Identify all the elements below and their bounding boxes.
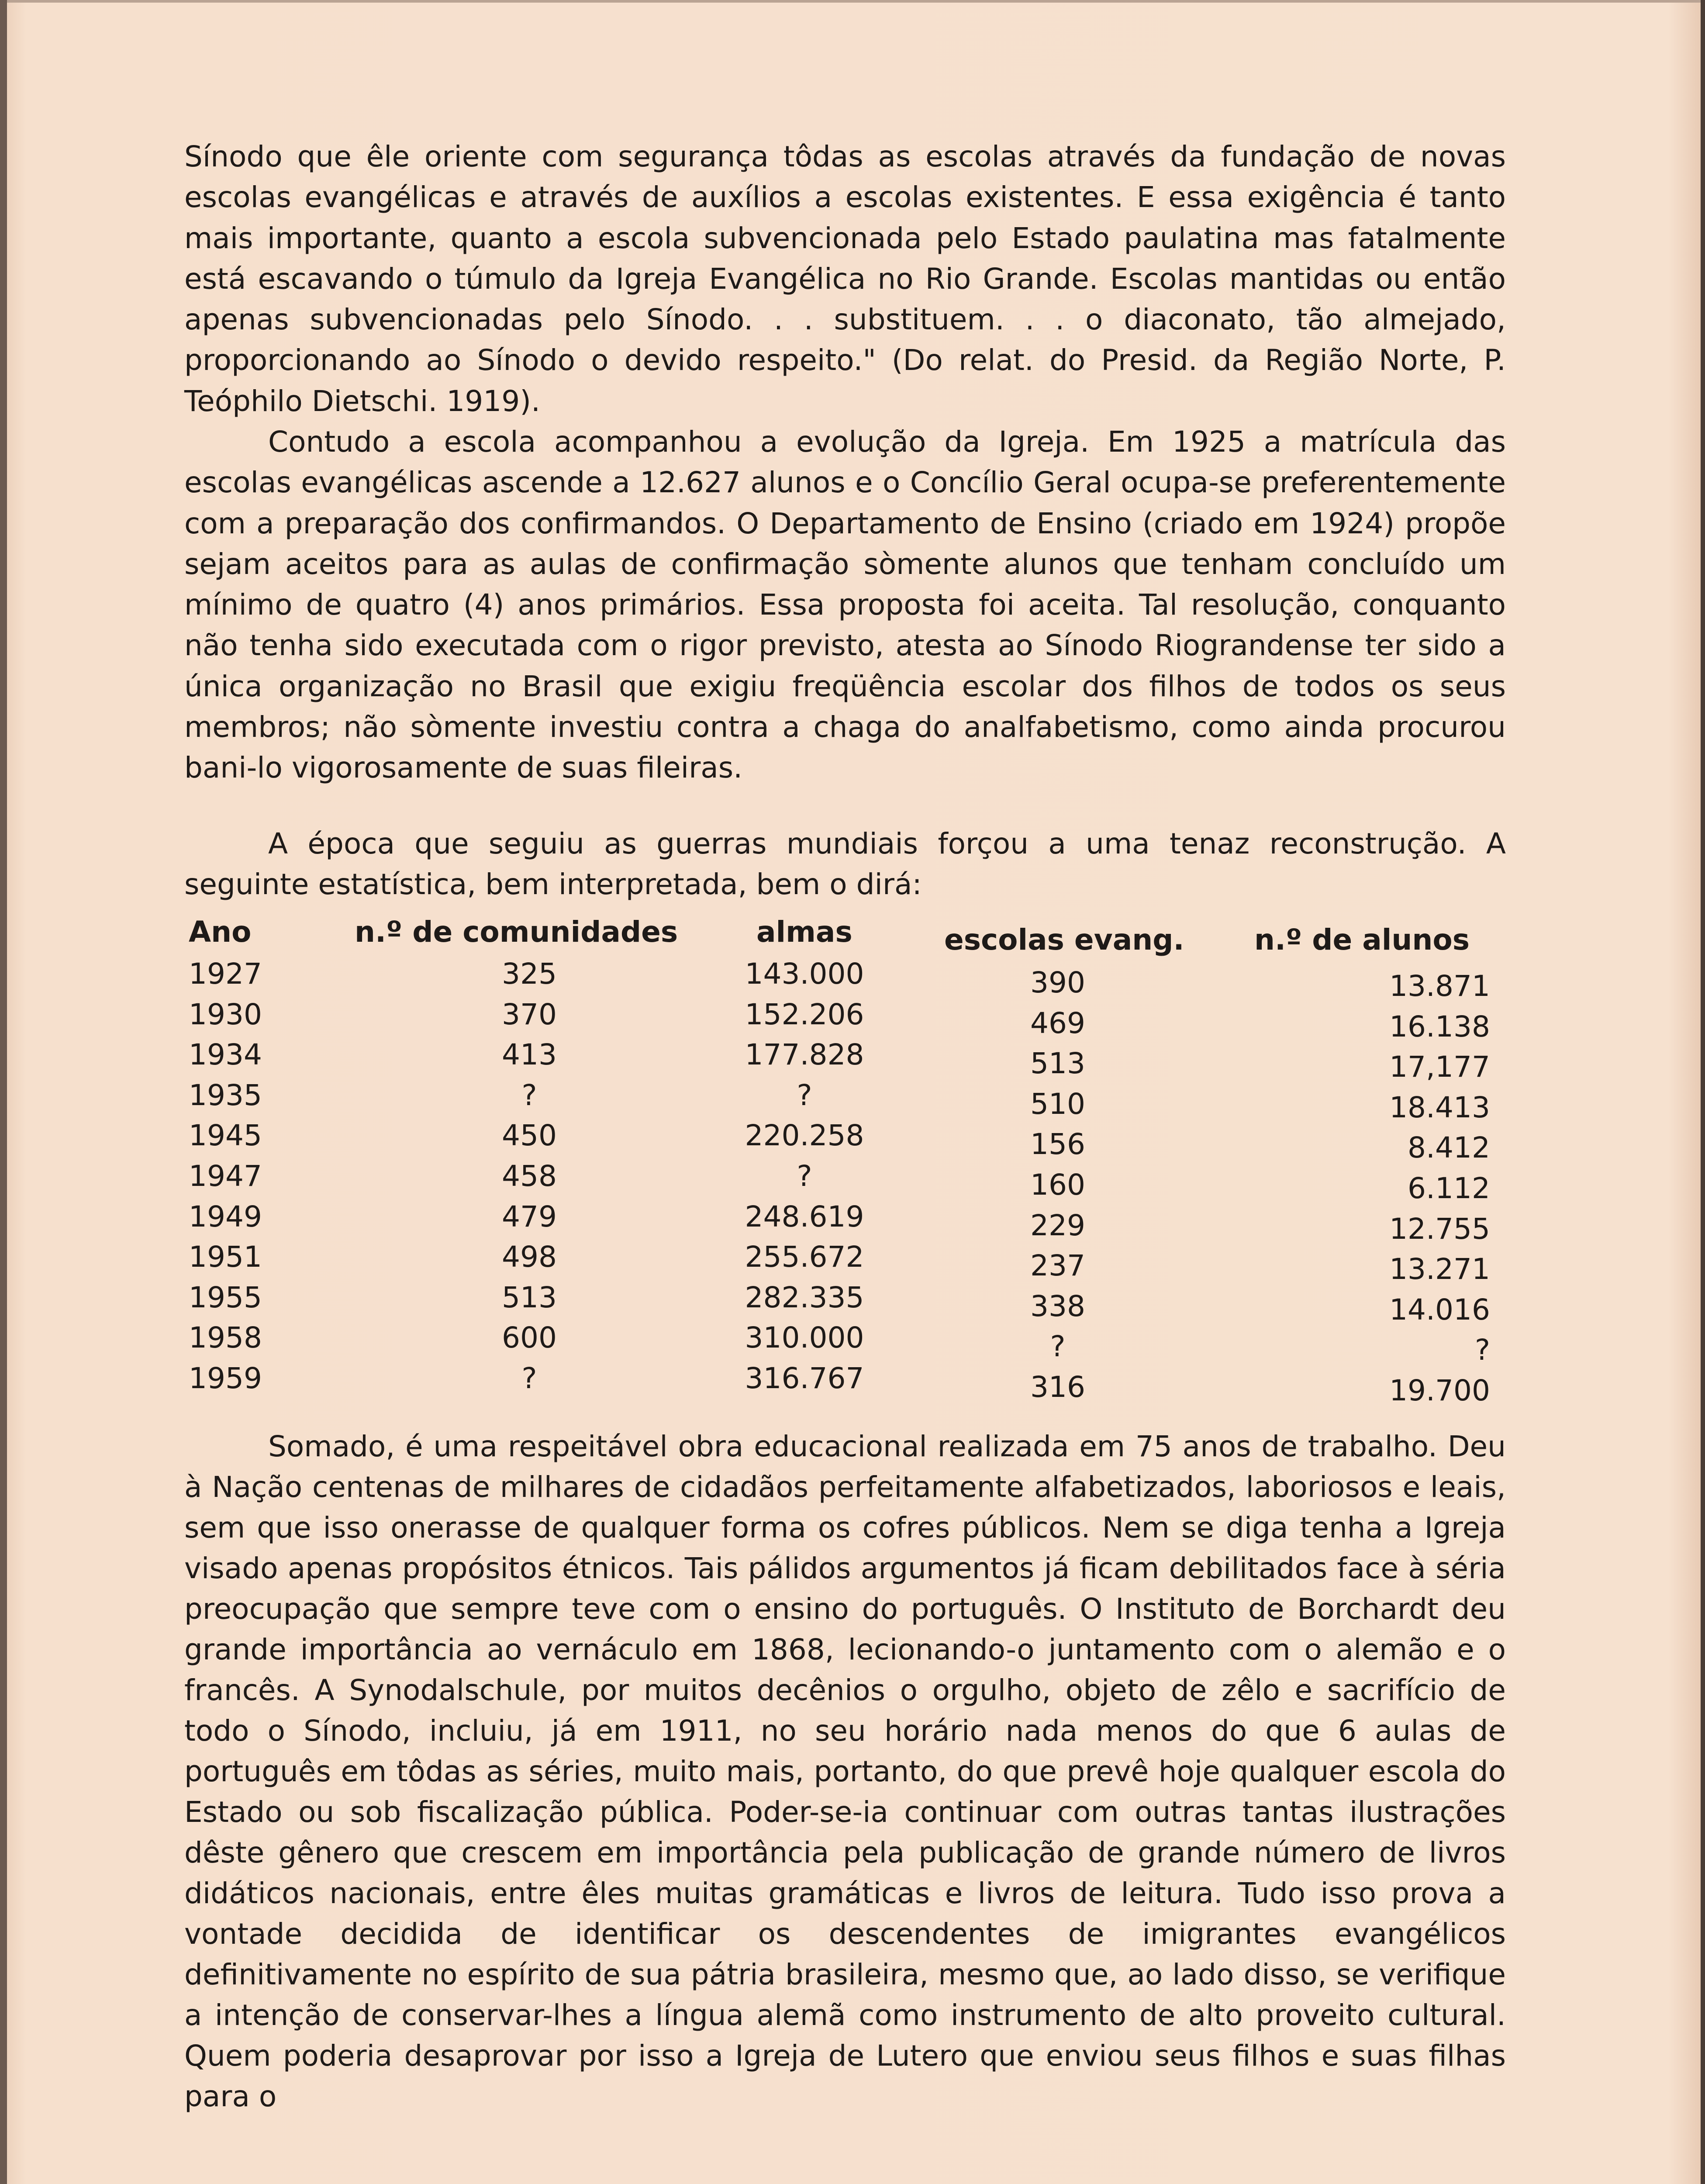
cell-escolas: 338: [1030, 1289, 1085, 1323]
cell-comunidades: ?: [521, 1078, 537, 1112]
header-ano: Ano: [189, 915, 252, 949]
cell-alunos: 17,177: [1389, 1050, 1490, 1084]
table-row: [184, 1199, 1508, 1246]
cell-ano: 1949: [189, 1199, 262, 1234]
cell-comunidades: 458: [502, 1159, 557, 1193]
table-row: [184, 957, 1508, 1003]
header-escolas: escolas evang.: [944, 923, 1184, 957]
cell-alunos: 12.755: [1389, 1212, 1490, 1246]
cell-ano: 1947: [189, 1159, 262, 1193]
cell-escolas: 229: [1030, 1208, 1085, 1242]
cell-escolas: 160: [1030, 1168, 1085, 1202]
cell-almas: 310.000: [745, 1321, 864, 1355]
table-row: [184, 1361, 1508, 1407]
cell-comunidades: 479: [502, 1199, 557, 1234]
cell-almas: ?: [797, 1159, 812, 1193]
cell-almas: 220.258: [745, 1119, 864, 1153]
cell-alunos: 19.700: [1389, 1373, 1490, 1407]
cell-ano: 1958: [189, 1321, 262, 1355]
cell-ano: 1934: [189, 1038, 262, 1072]
cell-alunos: 16.138: [1389, 1009, 1490, 1044]
paragraph-escola-evolucao: Contudo a escola acompanhou a evolução da Igreja. Em 1925 a matrícula das escolas evangélicas ascende a 12.627 alunos e o Concílio Geral ocupa-se preferentemente com a preparação dos confirmandos. O Departamento de Ensino (criado em 1924) propõe sejam aceitos para as aulas de confirmação sòmente alunos que tenham concluído um mínimo de quatro (4) anos primários. Essa proposta foi aceita. Tal resolução, conquanto não tenha sido executada com o rigor previsto, atesta ao Sínodo Riograndense ter sido a única organização no Brasil que exigiu freqüência escolar dos filhos de todos os seus membros; não sòmente investiu contra a chaga do analfabetismo, como ainda procurou bani-lo vigorosamente de suas fileiras.: [184, 425, 1506, 785]
cell-almas: 316.767: [745, 1361, 864, 1395]
table-body: [184, 957, 1508, 1407]
table-row: [184, 997, 1508, 1044]
cell-ano: 1955: [189, 1280, 262, 1314]
paragraph-sinodo-quote: Sínodo que êle oriente com segurança tôdas as escolas através da fundação de novas escolas evangélicas e através de auxílios a escolas existentes. E essa exigência é tanto mais importante, quanto a escola subvencionada pelo Estado paulatina mas fatalmente está escavando o túmulo da Igreja Evangélica no Rio Grande. Escolas mantidas ou então apenas subvencionadas pelo Sínodo. . . substituem. . . o diaconato, tão almejado, proporcionando ao Sínodo o devido respeito." (Do relat. do Presid. da Região Norte, P. Teóphilo Dietschi. 1919).: [184, 140, 1506, 418]
page-edge-top: [0, 0, 1705, 3]
cell-ano: 1951: [189, 1240, 262, 1274]
cell-comunidades: 370: [502, 997, 557, 1031]
cell-alunos: 14.016: [1389, 1292, 1490, 1327]
cell-comunidades: 450: [502, 1119, 557, 1153]
cell-ano: 1945: [189, 1119, 262, 1153]
cell-almas: 177.828: [745, 1038, 864, 1072]
cell-comunidades: 600: [502, 1321, 557, 1355]
cell-alunos: 6.112: [1408, 1171, 1490, 1205]
table-row: [184, 1078, 1508, 1124]
cell-escolas: 316: [1030, 1370, 1085, 1404]
cell-almas: 248.619: [745, 1199, 864, 1234]
cell-alunos: 13.271: [1389, 1252, 1490, 1286]
cell-almas: 152.206: [745, 997, 864, 1031]
page-edge-left: [0, 0, 7, 2184]
table-header-row: [184, 915, 1508, 957]
cell-alunos: 13.871: [1389, 969, 1490, 1003]
cell-escolas: 510: [1030, 1087, 1085, 1121]
table-row: [184, 1280, 1508, 1327]
cell-ano: 1935: [189, 1078, 262, 1112]
cell-almas: 255.672: [745, 1240, 864, 1274]
paragraph-obra-educacional: Somado, é uma respeitável obra educacional realizada em 75 anos de trabalho. Deu à Nação centenas de milhares de cidadãos perfeitamente alfabetizados, laboriosos e leais, sem que isso onerasse de qualquer forma os cofres públicos. Nem se diga tenha a Igreja visado apenas propósitos étnicos. Tais pálidos argumentos já ficam debilitados face à séria preocupação que sempre teve com o ensino do português. O Instituto de Borchardt deu grande importância ao vernáculo em 1868, lecionando-o juntamento com o alemão e o francês. A Synodalschule, por muitos decênios o orgulho, objeto de zêlo e sacrifício de todo o Sínodo, incluiu, já em 1911, no seu horário nada menos do que 6 aulas de português em tôdas as séries, muito mais, portanto, do que prevê hoje qualquer escola do Estado ou sob fiscalização pública. Poder-se-ia continuar com outras tantas ilustrações dêste gênero que crescem em importância pela publicação de grande número de livros didáticos nacionais, entre êles muitas gramáticas e livros de leitura. Tudo isso prova a vontade decidida de identificar os descendentes de imigrantes evangélicos definitivamente no espírito de sua pátria brasileira, mesmo que, ao lado disso, se verifique a intenção de conservar-lhes a língua alemã como instrumento de alto proveito cultural. Quem poderia desaprovar por isso a Igreja de Lutero que enviou seus filhos e suas filhas para o: [184, 1430, 1506, 2113]
cell-escolas: 237: [1030, 1249, 1085, 1283]
cell-ano: 1930: [189, 997, 262, 1031]
cell-almas: 282.335: [745, 1280, 864, 1314]
cell-comunidades: 413: [502, 1038, 557, 1072]
cell-comunidades: ?: [521, 1361, 537, 1395]
cell-escolas: 469: [1030, 1006, 1085, 1040]
table-row: [184, 1321, 1508, 1367]
header-alunos: n.º de alunos: [1254, 923, 1470, 957]
cell-almas: 143.000: [745, 957, 864, 991]
cell-ano: 1927: [189, 957, 262, 991]
cell-comunidades: 513: [502, 1280, 557, 1314]
table-row: [184, 1038, 1508, 1084]
cell-alunos: 8.412: [1408, 1131, 1490, 1165]
cell-comunidades: 325: [502, 957, 557, 991]
cell-escolas: 390: [1030, 966, 1085, 999]
table-row: [184, 1119, 1508, 1165]
cell-escolas: 156: [1030, 1127, 1085, 1161]
page-edge-right: [1701, 0, 1705, 2184]
table-row: [184, 1159, 1508, 1205]
cell-ano: 1959: [189, 1361, 262, 1395]
header-comunidades: n.º de comunidades: [355, 915, 678, 949]
cell-escolas: ?: [1050, 1330, 1066, 1364]
cell-almas: ?: [797, 1078, 812, 1112]
cell-alunos: ?: [1474, 1333, 1490, 1367]
paragraph-estatistica-intro: A época que seguiu as guerras mundiais forçou a uma tenaz reconstrução. A seguinte estatística, bem interpretada, bem o dirá:: [184, 827, 1506, 902]
cell-escolas: 513: [1030, 1047, 1085, 1081]
cell-comunidades: 498: [502, 1240, 557, 1274]
cell-alunos: 18.413: [1389, 1090, 1490, 1124]
header-almas: almas: [756, 915, 852, 949]
statistics-table: [184, 915, 1508, 1407]
table-row: [184, 1240, 1508, 1286]
